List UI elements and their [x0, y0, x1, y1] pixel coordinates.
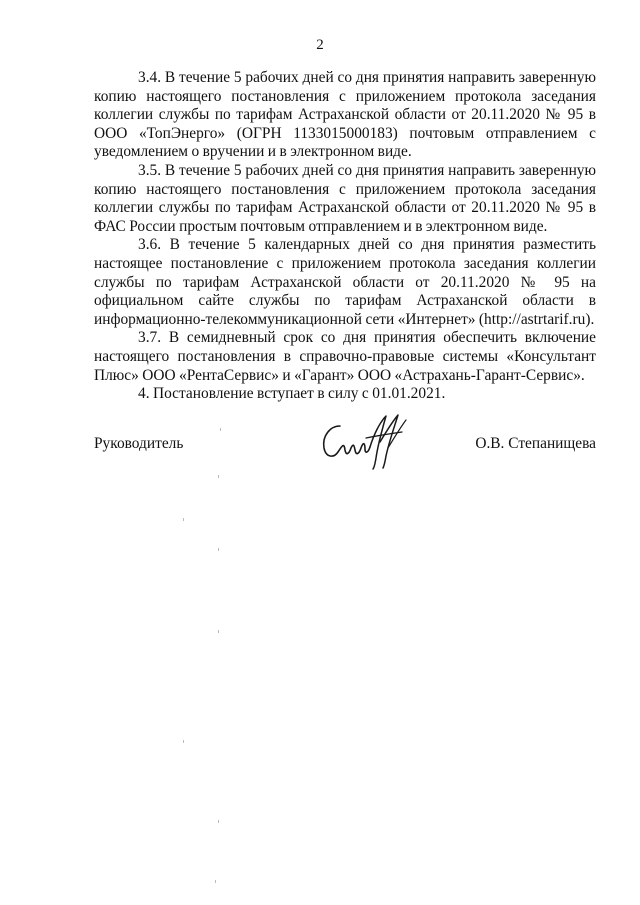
paragraph-3-6: 3.6. В течение 5 календарных дней со дня принятия разместить настоящее постановление с приложением протокола заседания коллегии службы по тарифам Астраханской области от 20.11.2020 № 95 на официальном сайте службы по тарифам Астраханской области в информационно-телекоммуникационной сети «Интернет» (http://astrtarif.ru). [94, 236, 596, 328]
scan-mark [220, 428, 221, 431]
scan-mark [183, 740, 184, 743]
paragraph-4: 4. Постановление вступает в силу с 01.01.2021. [138, 385, 446, 403]
paragraph-3-4: 3.4. В течение 5 рабочих дней со дня принятия направить заверенную копию настоящего постановления с приложением протокола заседания коллегии службы по тарифам Астраханской области от 20.11.2020 № 95 в ООО «ТопЭнерго» (ОГРН 1133015000183) почтовым отправлением с уведомлением о вручении и в электронном виде. [94, 69, 596, 161]
scan-mark [218, 475, 219, 478]
paragraph-3-5: 3.5. В течение 5 рабочих дней со дня принятия направить заверенную копию настоящего постановления с приложением протокола заседания коллегии службы по тарифам Астраханской области от 20.11.2020 № 95 в ФАС России простым почтовым отправлением и в электронном виде. [94, 161, 596, 235]
paragraph-3-7: 3.7. В семидневный срок со дня принятия обеспечить включение настоящего постановления в справочно-правовые системы «Консультант Плюс» ООО «РентаСервис» и «Гарант» ООО «Астрахань-Гарант-Сервис». [94, 329, 596, 384]
signatory-title: Руководитель [94, 435, 184, 452]
scan-mark [215, 880, 216, 883]
scan-mark [183, 518, 184, 521]
signatory-name: О.В. Степанищева [475, 435, 596, 452]
page-number: 2 [316, 37, 324, 53]
document-body [94, 69, 596, 404]
scan-mark [218, 820, 219, 823]
scan-mark [218, 548, 219, 551]
handwritten-signature [318, 412, 410, 470]
scan-mark [218, 630, 219, 633]
